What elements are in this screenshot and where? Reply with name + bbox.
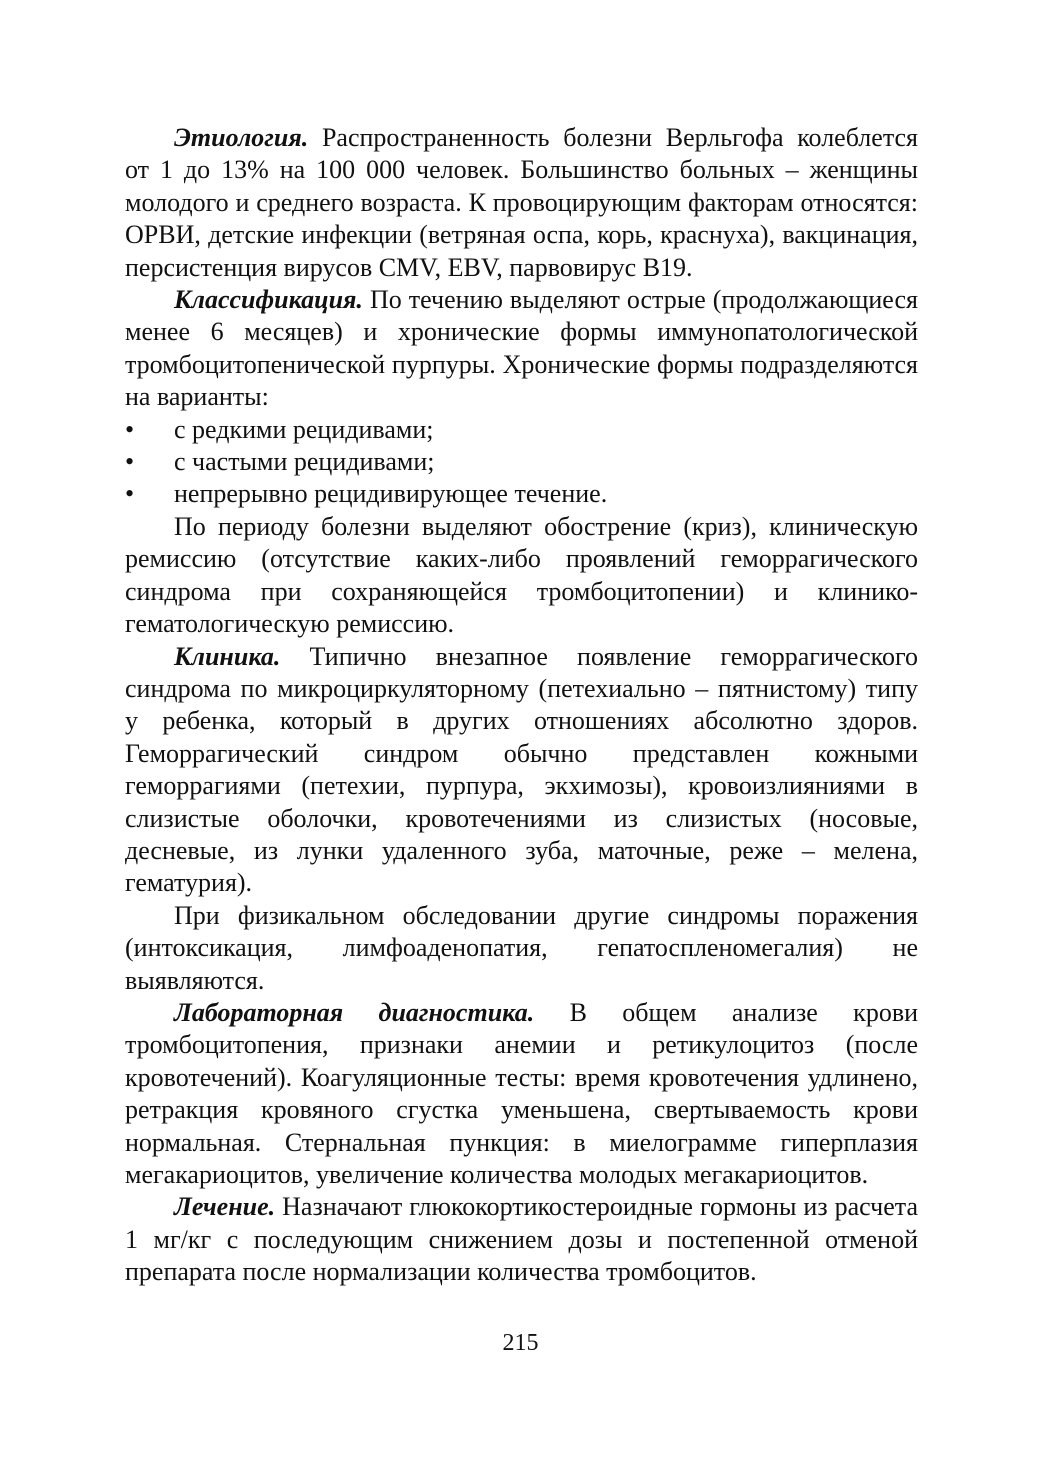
list-item	[125, 446, 918, 478]
paragraph-heading: Классификация.	[174, 285, 363, 315]
bullet-icon: •	[125, 414, 135, 444]
bullet-icon: •	[125, 479, 135, 509]
paragraph-examination	[125, 900, 918, 997]
list-item	[125, 414, 918, 446]
list-item-text: непрерывно рецидивирующее течение.	[174, 479, 608, 509]
paragraph-text: По периоду болезни выделяют обострение (криз), клиническую ремиссию (отсутствие каких-либо проявлений геморрагического синдрома при сохраняющейся тромбоцитопении) и клинико-гематологическую ремиссию.	[125, 511, 918, 639]
paragraph-text: При физикальном обследовании другие синдромы поражения (интоксикация, лимфоаденопатия, гепатоспленомегалия) не выявляются.	[125, 900, 918, 995]
paragraph-heading: Лабораторная диагностика.	[174, 997, 535, 1027]
paragraph-heading: Лечение.	[174, 1192, 276, 1222]
bullet-list	[125, 414, 918, 511]
paragraph-etiology	[125, 122, 918, 284]
page-number: 215	[502, 1330, 539, 1356]
page-body	[125, 122, 918, 1289]
paragraph-clinic	[125, 641, 918, 900]
paragraph-period	[125, 511, 918, 641]
list-item-text: с редкими рецидивами;	[174, 414, 434, 444]
paragraph-text: По течению выделяют острые (продолжающиеся менее 6 месяцев) и хронические формы иммунопатологической тромбоцитопенической пурпуры. Хронические формы подразделяются на варианты:	[125, 285, 918, 412]
list-item	[125, 478, 918, 510]
paragraph-text: Назначают глюкокортикостероидные гормоны из расчета 1 мг/кг с последующим снижением дозы и постепенной отменой препарата после нормализации количества тромбоцитов.	[125, 1192, 918, 1287]
paragraph-text: Типично внезапное появление геморрагического синдрома по микроциркуляторному (петехиально – пятнистому) типу у ребенка, который в других отношениях абсолютно здоров. Геморрагический синдром обычно представлен кожными геморрагиями (петехии, пурпура, экхимозы), кровоизлияниями в слизистые оболочки, кровотечениями из слизистых (носовые, десневые, из лунки удаленного зуба, маточные, реже – мелена, гематурия).	[125, 641, 918, 898]
paragraph-classification	[125, 284, 918, 414]
bullet-icon: •	[125, 447, 135, 477]
paragraph-text: В общем анализе крови тромбоцитопения, признаки анемии и ретикулоцитоз (после кровотечений). Коагуляционные тесты: время кровотечения удлинено, ретракция кровяного сгустка уменьшена, свертываемость крови нормальная. Стернальная пункция: в миелограмме гиперплазия мегакариоцитов, увеличение количества молодых мегакариоцитов.	[125, 997, 919, 1189]
paragraph-heading: Этиология.	[174, 123, 309, 152]
list-item-text: с частыми рецидивами;	[174, 447, 435, 477]
paragraph-heading: Клиника.	[174, 641, 281, 671]
paragraph-lab-diagnostics	[125, 997, 918, 1191]
paragraph-text: Распространенность болезни Верльгофа колеблется от 1 до 13% на 100 000 человек. Большинство больных – женщины молодого и среднего возраста. К провоцирующим факторам относятся: ОРВИ, детские инфекции (ветряная оспа, корь, краснуха), вакцинация, персистенция вирусов CMV, EBV, парвовирус B19.	[125, 123, 918, 282]
paragraph-treatment	[125, 1191, 918, 1288]
